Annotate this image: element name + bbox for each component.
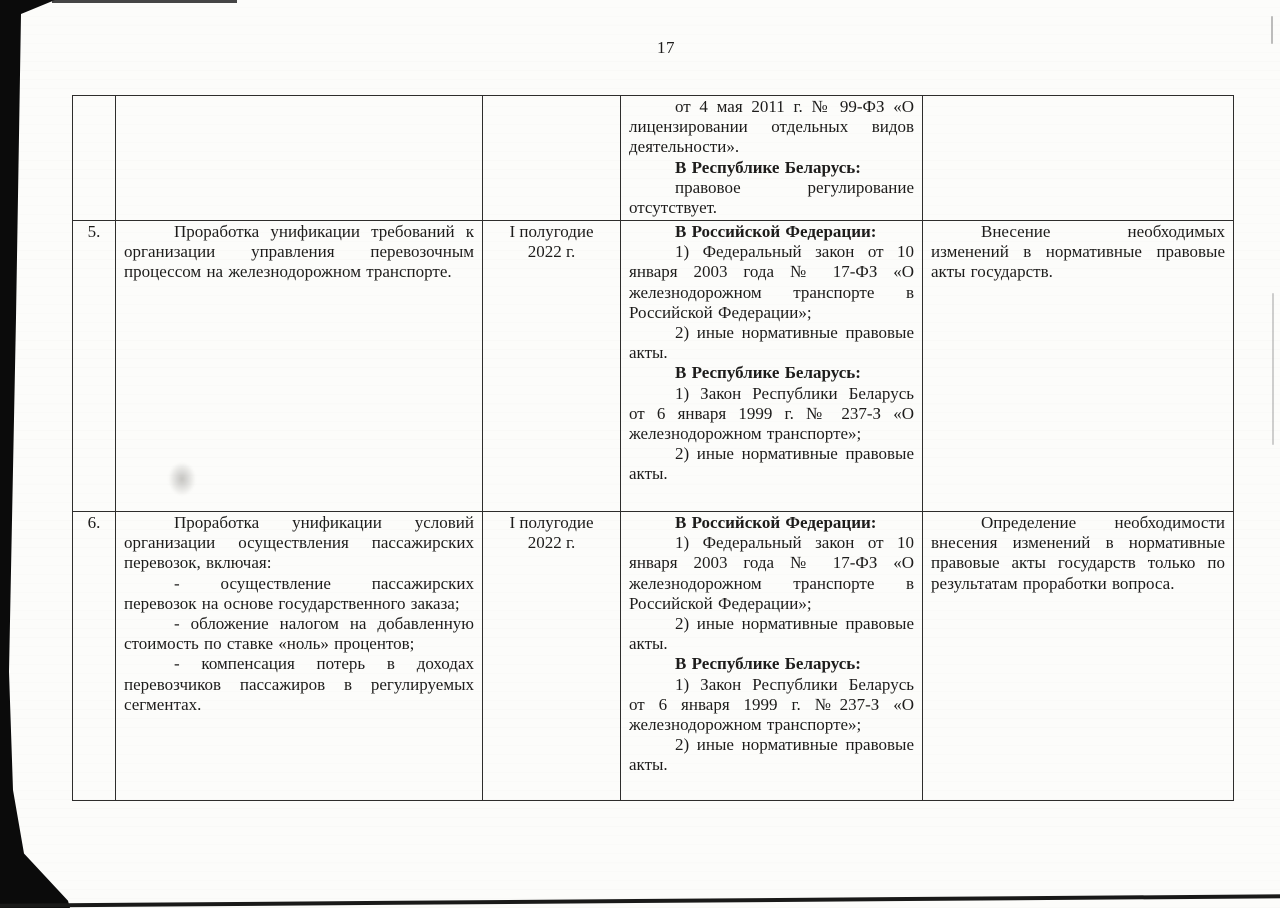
- activity-cell: [116, 96, 483, 221]
- legal-paragraph: 1) Закон Республики Беларусь от 6 января 1999 г. №237-З «О железнодорожном транспорте»;: [629, 674, 914, 735]
- legal-basis-cell: [621, 221, 923, 512]
- activity-cell: [116, 221, 483, 512]
- activity-list-item: - осуществление пассажирских перевозок на основе государственного заказа;: [124, 573, 474, 613]
- row-number-cell: [73, 221, 116, 512]
- legal-paragraph: 2) иные нормативные правовые акты.: [629, 735, 914, 775]
- table-row-5: [73, 221, 1234, 512]
- term-cell: [483, 221, 621, 512]
- table-row-continuation: [73, 96, 1234, 221]
- scan-artifact-top-line: [52, 0, 237, 3]
- legal-paragraph: 1) Федеральный закон от 10 января 2003 года № 17-ФЗ «О железнодорожном транспорте в Российской Федерации»;: [629, 533, 914, 613]
- country-header-belarus: В Республике Беларусь:: [675, 654, 861, 674]
- row-number: 5.: [87, 222, 101, 241]
- row-number-cell: [73, 96, 116, 221]
- page-number: 17: [657, 38, 675, 57]
- legal-paragraph: 1) Федеральный закон от 10 января 2003 года № 17-ФЗ «О железнодорожном транспорте в Российской Федерации»;: [629, 242, 914, 322]
- result-cell: [923, 512, 1234, 801]
- result-paragraph: Внесение необходимых изменений в нормативные правовые акты государств.: [931, 222, 1225, 282]
- scan-artifact-left-band: [0, 0, 70, 908]
- country-header-belarus: В Республике Беларусь:: [675, 363, 861, 383]
- activity-list-item: - обложение налогом на добавленную стоимость по ставке «ноль» процентов;: [124, 614, 474, 654]
- row-number-cell: [73, 512, 116, 801]
- scan-artifact-bottom-edge: [0, 894, 1280, 907]
- legal-paragraph: 2) иные нормативные правовые акты.: [629, 614, 914, 654]
- legal-paragraph: от 4 мая 2011 г. № 99-ФЗ «О лицензировании отдельных видов деятельности».: [629, 97, 914, 157]
- term-line: 2022 г.: [527, 533, 576, 553]
- term-line: I полугодие: [509, 513, 594, 532]
- activity-paragraph: Проработка унификации условий организации осуществления пассажирских перевозок, включая:: [124, 513, 474, 573]
- legal-paragraph: правовое регулирование отсутствует.: [629, 177, 914, 218]
- legal-paragraph: 2) иные нормативные правовые акты.: [629, 323, 914, 363]
- result-cell: [923, 96, 1234, 221]
- term-line: 2022 г.: [527, 242, 576, 262]
- term-line: I полугодие: [509, 222, 594, 241]
- plan-table: [72, 95, 1234, 801]
- term-cell: [483, 96, 621, 221]
- scan-artifact-right-line: [1272, 293, 1274, 445]
- legal-paragraph: 2) иные нормативные правовые акты.: [629, 444, 914, 484]
- activity-cell: [116, 512, 483, 801]
- result-paragraph: Определение необходимости внесения изменений в нормативные правовые акты государств только по результатам проработки вопроса.: [931, 513, 1225, 593]
- country-header-russia: В Российской Федерации:: [675, 513, 877, 532]
- legal-basis-cell: [621, 96, 923, 221]
- row-number: 6.: [87, 513, 101, 532]
- activity-paragraph: Проработка унификации требований к организации управления перевозочным процессом на железнодорожном транспорте.: [124, 222, 474, 282]
- country-header-russia: В Российской Федерации:: [675, 222, 877, 241]
- table-row-6: [73, 512, 1234, 801]
- term-cell: [483, 512, 621, 801]
- legal-basis-cell: [621, 512, 923, 801]
- country-header-belarus: В Республике Беларусь:: [675, 157, 861, 177]
- result-cell: [923, 221, 1234, 512]
- legal-paragraph: 1) Закон Республики Беларусь от 6 января 1999 г. № 237-З «О железнодорожном транспорте»;: [629, 383, 914, 444]
- activity-list-item: - компенсация потерь в доходах перевозчиков пассажиров в регулируемых сегментах.: [124, 654, 474, 714]
